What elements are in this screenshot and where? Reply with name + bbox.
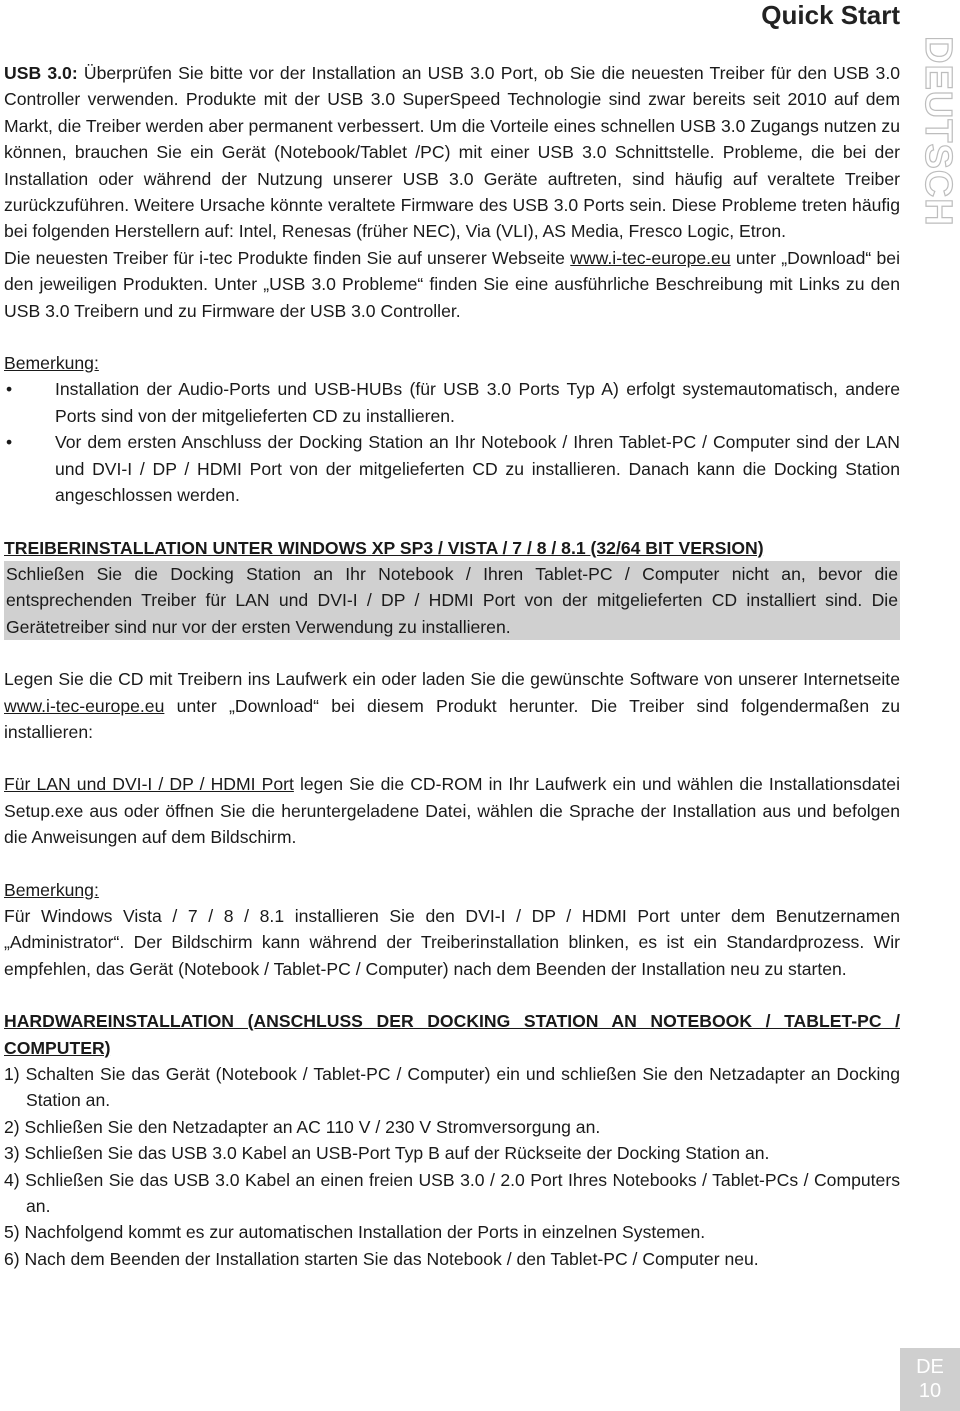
footer-page-number: 10	[918, 1380, 942, 1402]
hardware-step: 2) Schließen Sie den Netzadapter an AC 110 V / 230 V Stromversorgung an.	[4, 1116, 601, 1137]
website-link[interactable]: www.i-tec-europe.eu	[4, 695, 165, 716]
hardware-step: 4) Schließen Sie das USB 3.0 Kabel an einen freien USB 3.0 / 2.0 Port Ihres Notebooks / Tablet-PCs / Computers an.	[4, 1169, 900, 1217]
intro-lead: USB 3.0:	[4, 63, 78, 83]
lan-dvi-paragraph	[4, 771, 900, 850]
lan-dvi-label: Für LAN und DVI-I / DP / HDMI Port	[4, 774, 294, 795]
intro-download-paragraph	[4, 245, 900, 324]
driver-install-paragraph	[4, 666, 900, 745]
page-header-title: Quick Start	[761, 0, 900, 30]
driver-install-text-before: Legen Sie die CD mit Treibern ins Laufwerk ein oder laden Sie die gewünschte Software von unserer Internetseite	[4, 669, 900, 690]
document-body	[4, 60, 900, 1272]
driver-section-title: TREIBERINSTALLATION UNTER WINDOWS XP SP3 / VISTA / 7 / 8 / 8.1 (32/64 BIT VERSION)	[4, 537, 764, 558]
intro-text: Überprüfen Sie bitte vor der Installation an USB 3.0 Port, ob Sie die neuesten Treiber für den USB 3.0 Controller verwenden. Produkte mit der USB 3.0 SuperSpeed Technologie sind zwar bereits seit 2010 auf dem Markt, die Treiber werden aber permanent verbessert. Um die Vorteile eines schnellen USB 3.0 Zugangs nutzen zu können, brauchen Sie ein Gerät (Notebook/Tablet /PC) mit einer USB 3.0 Schnittstelle. Probleme, die bei der Installation oder während der Nutzung unserer USB 3.0 Geräte auftreten, sind häufig auf veraltete Treiber zurückzuführen. Weitere Ursache könnte veraltete Firmware des USB 3.0 Ports sein. Diese Probleme treten häufig bei folgenden Herstellern auf: Intel, Renesas (früher NEC), Via (VLI), AS Media, Fresco Logic, Etron.	[4, 63, 900, 242]
intro-paragraph	[4, 60, 900, 245]
remark-label: Bemerkung:	[4, 353, 99, 374]
remark-bullet-item: • Vor dem ersten Anschluss der Docking Station an Ihr Notebook / Ihren Tablet-PC / Computer sind der LAN und DVI-I / DP / HDMI Port von der mitgelieferten CD zu installieren. Danach kann die Docking Station angeschlossen werden.	[4, 429, 900, 508]
page-footer-box	[900, 1348, 960, 1411]
remark-label: Bemerkung:	[4, 879, 99, 900]
intro-download-text-after: unter „Download“ bei den jeweiligen Produkten. Unter „USB 3.0 Probleme“ finden Sie eine ausführliche Beschreibung mit Links zu den USB 3.0 Treibern und zu Firmware der USB 3.0 Controller.	[4, 247, 900, 321]
hardware-step: 3) Schließen Sie das USB 3.0 Kabel an USB-Port Typ B auf der Rückseite der Docking Station an.	[4, 1143, 770, 1164]
hardware-steps-list	[4, 1061, 900, 1272]
remark-bullet-list	[4, 376, 900, 508]
hardware-step: 6) Nach dem Beenden der Installation starten Sie das Notebook / den Tablet-PC / Computer neu.	[4, 1248, 759, 1269]
language-side-tab	[912, 30, 960, 240]
footer-language-code: DE	[916, 1356, 944, 1378]
driver-warning-box: Schließen Sie die Docking Station an Ihr Notebook / Ihren Tablet-PC / Computer nicht an, bevor die entsprechenden Treiber für LAN und DVI-I / DP / HDMI Port von der mitgelieferten CD installiert sind. Die Gerätetreiber sind nur vor der ersten Verwendung zu installieren.	[4, 561, 900, 640]
intro-download-text-before: Die neuesten Treiber für i-tec Produkte finden Sie auf unserer Webseite	[4, 247, 571, 268]
remark-bullet-item: • Installation der Audio-Ports und USB-HUBs (für USB 3.0 Ports Typ A) erfolgt systemautomatisch, andere Ports sind von der mitgelieferten CD zu installieren.	[4, 376, 900, 429]
remark-text: Für Windows Vista / 7 / 8 / 8.1 installieren Sie den DVI-I / DP / HDMI Port unter dem Benutzernamen „Administrator“. Der Bildschirm kann während der Treiberinstallation blinken, es ist ein Standardprozess. Wir empfehlen, das Gerät (Notebook / Tablet-PC / Computer) nach dem Beenden der Installation neu zu starten.	[4, 905, 900, 979]
lan-dvi-text: legen Sie die CD-ROM in Ihr Laufwerk ein und wählen die Installationsdatei Setup.exe aus oder öffnen Sie die heruntergeladene Datei, wählen die Sprache der Installation aus und befolgen die Anweisungen auf dem Bildschirm.	[4, 774, 900, 848]
hardware-section-title: HARDWAREINSTALLATION (ANSCHLUSS DER DOCKING STATION AN NOTEBOOK / TABLET-PC / COMPUTER)	[4, 1011, 900, 1058]
language-side-tab-label: DEUTSCH	[917, 36, 959, 227]
hardware-step: 5) Nachfolgend kommt es zur automatischen Installation der Ports in einzelnen Systemen.	[4, 1222, 706, 1243]
website-link[interactable]: www.i-tec-europe.eu	[570, 247, 731, 268]
hardware-step: 1) Schalten Sie das Gerät (Notebook / Tablet-PC / Computer) ein und schließen Sie den Netzadapter an Docking Station an.	[4, 1064, 900, 1111]
driver-install-text-after: unter „Download“ bei diesem Produkt herunter. Die Treiber sind folgendermaßen zu installieren:	[4, 695, 900, 742]
